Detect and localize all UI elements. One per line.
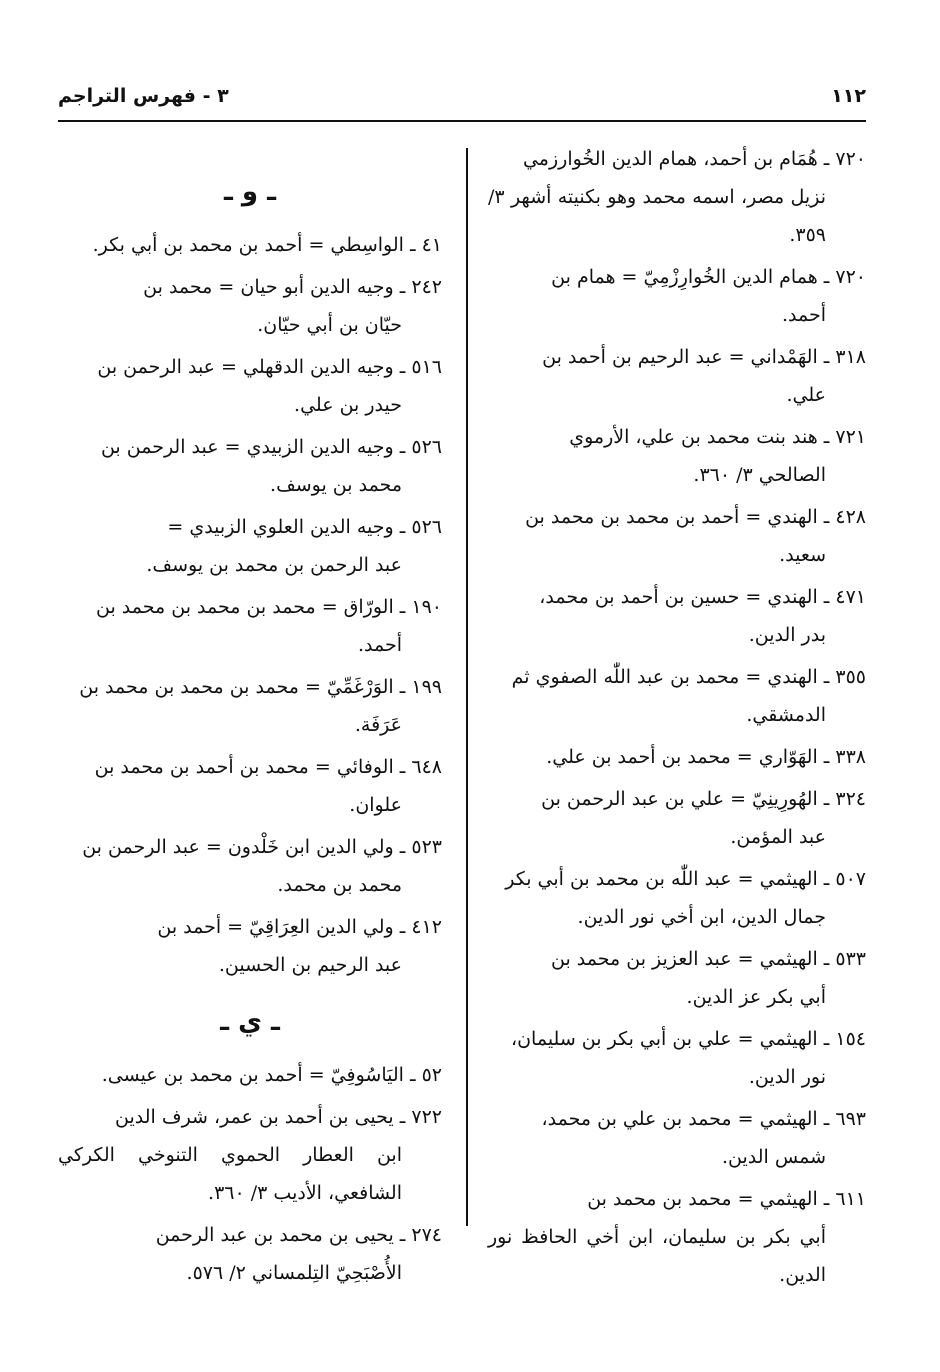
- index-entry: [488, 1020, 866, 1096]
- entry-first-line: ٢٤٢ ـ وجيه الدين أبو حيان = محمد بن: [143, 276, 442, 298]
- entry-continuation: علي.: [786, 384, 826, 406]
- column-divider: [466, 148, 468, 1226]
- index-entry: [58, 908, 442, 984]
- entry-first-line: ٣٥٥ ـ الهندي = محمد بن عبد اللّٰه الصفوي ثم: [511, 666, 866, 688]
- index-entry: [488, 658, 866, 734]
- entry-continuation: أبي بكر بن سليمان، ابن أخي الحافظ نور الدين.: [488, 1226, 826, 1286]
- entry-first-line: ٧٢٢ ـ يحيى بن أحمد بن عمر، شرف الدين: [115, 1106, 442, 1128]
- index-entry: [488, 738, 866, 776]
- entry-first-line: ٥٢٦ ـ وجيه الدين العلوي الزبيدي =: [167, 516, 442, 538]
- entry-continuation: حيّان بن أبي حيّان.: [257, 314, 402, 336]
- index-entry: [58, 226, 442, 264]
- index-entry: [58, 428, 442, 504]
- entry-continuation: شمس الدين.: [722, 1146, 826, 1168]
- entry-first-line: ٥١٦ ـ وجيه الدين الدقهلي = عبد الرحمن بن: [97, 356, 442, 378]
- index-entry: [488, 1100, 866, 1176]
- index-entry: [488, 578, 866, 654]
- entry-first-line: ٧٢٠ ـ همام الدين الخُوارِزْمِيّ = همام بن: [551, 266, 866, 288]
- entry-continuation: عبد الرحيم بن الحسين.: [218, 954, 402, 976]
- section-title: ٣ - فهرس التراجم: [58, 85, 229, 107]
- entry-first-line: ٤١ ـ الواسِطي = أحمد بن محمد بن أبي بكر.: [92, 234, 442, 256]
- entry-continuation: جمال الدين، ابن أخي نور الدين.: [577, 906, 826, 928]
- entry-first-line: ٥٢ ـ اليَاسُوفِيّ = أحمد بن محمد بن عيسى.: [101, 1064, 442, 1086]
- index-entry: [58, 828, 442, 904]
- entry-first-line: ٦٩٣ ـ الهيثمي = محمد بن علي بن محمد،: [541, 1108, 866, 1130]
- index-entry: [488, 498, 866, 574]
- entry-first-line: ٥٢٣ ـ ولي الدين ابن خَلْدون = عبد الرحمن بن: [82, 836, 442, 858]
- entry-first-line: ٤٢٨ ـ الهندي = أحمد بن محمد بن محمد بن: [525, 506, 866, 528]
- entry-continuation: حيدر بن علي.: [294, 394, 402, 416]
- entry-continuation: نور الدين.: [748, 1066, 826, 1088]
- entry-continuation: محمد بن يوسف.: [270, 474, 402, 496]
- index-entry: [58, 268, 442, 344]
- entry-first-line: ٥٣٣ ـ الهيثمي = عبد العزيز بن محمد بن: [551, 948, 866, 970]
- index-entry: [58, 668, 442, 744]
- index-entry: [488, 258, 866, 334]
- index-entry: [488, 940, 866, 1016]
- index-entry: [58, 1056, 442, 1094]
- entry-first-line: ٧٢١ ـ هند بنت محمد بن علي، الأرموي: [569, 426, 866, 448]
- entry-first-line: ٦١١ ـ الهيثمي = محمد بن محمد بن: [587, 1188, 866, 1210]
- entry-first-line: ١٩٩ ـ الوَرْغَمِّيّ = محمد بن محمد بن محمد بن: [79, 676, 442, 698]
- entry-continuation: أحمد.: [357, 634, 402, 656]
- index-entry: [58, 508, 442, 584]
- entry-continuation: بدر الدين.: [748, 624, 826, 646]
- entry-first-line: ٥٠٧ ـ الهيثمي = عبد اللّٰه بن محمد بن أبي بكر: [505, 868, 866, 890]
- page-header: [58, 78, 866, 114]
- entry-first-line: ٢٧٤ ـ يحيى بن محمد بن عبد الرحمن: [155, 1224, 442, 1246]
- header-rule: [58, 120, 866, 122]
- index-entry: [58, 1098, 442, 1212]
- index-entry: [488, 860, 866, 936]
- entry-first-line: ٣٢٤ ـ الهُورِينِيّ = علي بن عبد الرحمن بن: [541, 788, 866, 810]
- entry-continuation: أبي بكر عز الدين.: [686, 986, 826, 1008]
- letter-heading-waw: ـ و ـ: [223, 177, 277, 207]
- index-entry: [58, 588, 442, 664]
- entry-first-line: ٥٢٦ ـ وجيه الدين الزبيدي = عبد الرحمن بن: [100, 436, 442, 458]
- ya-entries: [58, 1056, 442, 1292]
- index-entry: [58, 748, 442, 824]
- entry-continuation: علوان.: [349, 794, 402, 816]
- entry-continuation: الدمشقي.: [746, 704, 826, 726]
- entry-first-line: ٦٤٨ ـ الوفائي = محمد بن أحمد بن محمد بن: [94, 756, 442, 778]
- entry-first-line: ٤٧١ ـ الهندي = حسين بن أحمد بن محمد،: [539, 586, 866, 608]
- index-entry: [488, 338, 866, 414]
- index-entry: [488, 140, 866, 254]
- entry-continuation: عبد المؤمن.: [730, 826, 826, 848]
- entry-first-line: ٣١٨ ـ الهَمْداني = عبد الرحيم بن أحمد بن: [542, 346, 866, 368]
- entry-first-line: ١٥٤ ـ الهيثمي = علي بن أبي بكر بن سليمان،: [510, 1028, 866, 1050]
- index-entry: [58, 348, 442, 424]
- index-entry: [488, 780, 866, 856]
- entry-continuation: محمد بن محمد.: [277, 874, 402, 896]
- entry-first-line: ٤١٢ ـ ولي الدين العِرَاقِيّ = أحمد بن: [157, 916, 442, 938]
- entry-continuation: الأُصْبَحِيّ التِلمساني ٢/ ٥٧٦.: [186, 1262, 402, 1284]
- entry-continuation: سعيد.: [779, 544, 826, 566]
- index-entry: [488, 418, 866, 494]
- entry-continuation: عَرَفَة.: [354, 714, 402, 736]
- page-number: ١١٢: [831, 85, 866, 107]
- right-column: [488, 140, 866, 1298]
- entry-continuation: الصالحي ٣/ ٣٦٠.: [693, 464, 826, 486]
- entry-continuation: نزيل مصر، اسمه محمد وهو بكنيته أشهر ٣/ ٣٥٩.: [488, 186, 826, 246]
- entry-continuation: ابن العطار الحموي التنوخي الكركي الشافعي، الأديب ٣/ ٣٦٠.: [58, 1144, 402, 1204]
- entry-first-line: ٣٣٨ ـ الهَوّاري = محمد بن أحمد بن علي.: [546, 746, 866, 768]
- entry-first-line: ١٩٠ ـ الورّاق = محمد بن محمد بن محمد بن: [96, 596, 442, 618]
- waw-entries: [58, 226, 442, 984]
- entry-continuation: أحمد.: [781, 304, 826, 326]
- index-entry: [58, 1216, 442, 1292]
- entry-continuation: عبد الرحمن بن محمد بن يوسف.: [146, 554, 402, 576]
- entry-first-line: ٧٢٠ ـ هُمَام بن أحمد، همام الدين الخُوارزمي: [522, 148, 866, 170]
- index-entry: [488, 1180, 866, 1294]
- left-column: [58, 172, 442, 1296]
- letter-heading-ya: ـ ي ـ: [220, 1007, 280, 1037]
